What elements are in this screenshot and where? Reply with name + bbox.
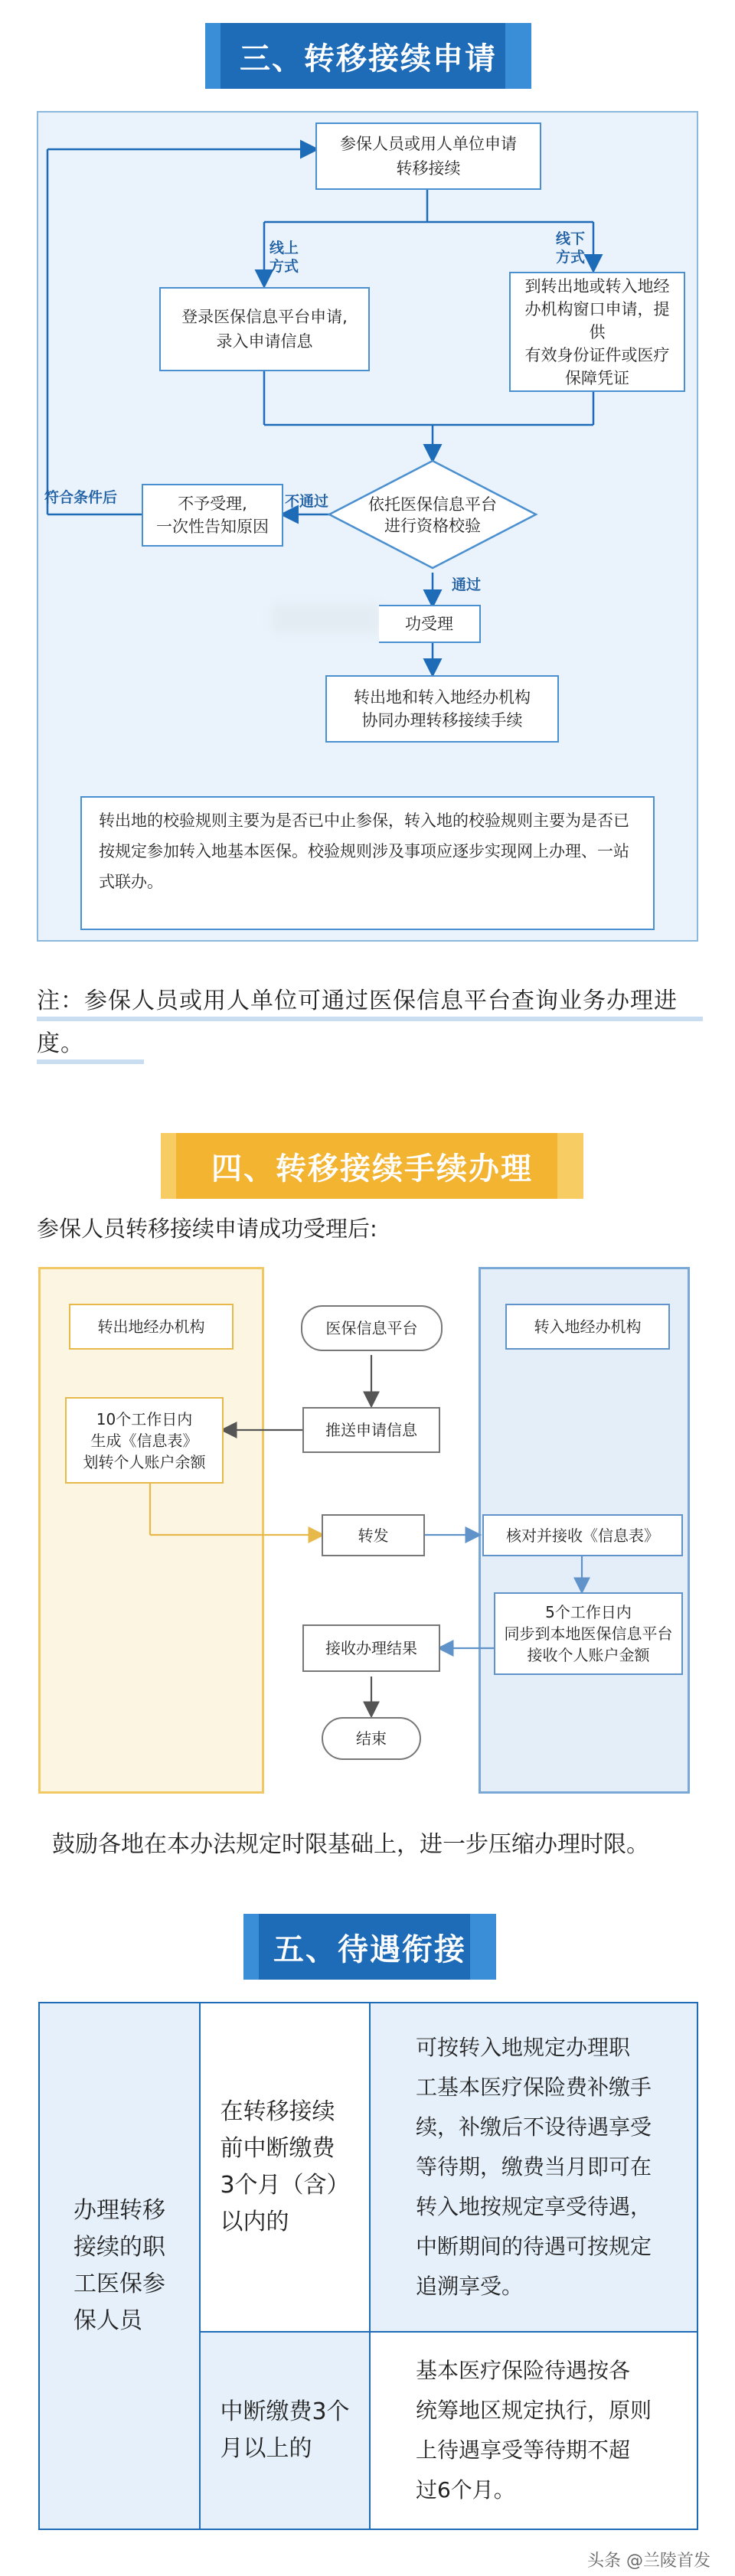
section3-title-text: 三、转移接续申请	[240, 41, 497, 77]
watermark: 头条 @兰陵首发	[587, 2552, 710, 2571]
section4-footer: 鼓励各地在本办法规定时限基础上，进一步压缩办理时限。	[52, 1831, 649, 1858]
eligibility-check-text: 依托医保信息平台 进行资格校验	[368, 495, 497, 535]
reject-box: 不予受理, 一次性告知原因	[142, 484, 283, 547]
section5-title	[259, 1914, 481, 1980]
validation-rule-note: 转出地的校验规则主要为是否已中止参保，转入地的校验规则主要为是否已按规定参加转入地基本医保。校验规则涉及事项应逐步实现网上办理、一站式联办。	[80, 796, 655, 930]
transfer-in-task-box: 5个工作日内 同步到本地医保信息平台 接收个人账户金额	[494, 1592, 683, 1675]
online-method-label: 线上 方式	[270, 240, 299, 275]
handle-transfer-box: 转出地和转入地经办机构 协同办理转移接续手续	[325, 675, 559, 743]
lane-in-header: 转入地经办机构	[505, 1304, 670, 1350]
receive-result-box: 接收办理结果	[302, 1624, 440, 1672]
online-apply-box: 登录医保信息平台申请, 录入申请信息	[159, 287, 370, 371]
reject-label: 不通过	[285, 493, 329, 510]
accepted-box: 功受理	[379, 605, 481, 643]
case2-cell: 中断缴费3个 月以上的	[201, 2333, 371, 2529]
pass-label: 通过	[452, 576, 482, 593]
retry-label: 符合条件后	[44, 489, 118, 506]
section4-title	[176, 1133, 568, 1199]
banner-tab-right	[470, 1914, 496, 1980]
progress-query-note: 注：参保人员或用人单位可通过医保信息平台查询业务办理进度。	[37, 988, 678, 1057]
transfer-out-task-box: 10个工作日内 生成《信息表》 划转个人账户余额	[65, 1397, 224, 1484]
case1-cell: 在转移接续 前中断缴费 3个月（含） 以内的	[201, 2003, 371, 2333]
verify-receive-box: 核对并接收《信息表》	[482, 1514, 683, 1556]
end-node: 结束	[322, 1717, 421, 1760]
subject-cell: 办理转移 接续的职 工医保参 保人员	[40, 2003, 201, 2529]
platform-header: 医保信息平台	[301, 1305, 443, 1351]
offline-method-label: 线下 方式	[556, 230, 586, 266]
rule2-cell: 基本医疗保险待遇按各 统筹地区规定执行，原则 上待遇享受等待期不超 过6个月。	[371, 2333, 697, 2529]
offline-apply-box: 到转出地或转入地经 办机构窗口申请，提供 有效身份证件或医疗 保障凭证	[509, 272, 685, 392]
benefit-table	[38, 2002, 698, 2530]
obscured-area	[272, 603, 379, 634]
push-request-box: 推送申请信息	[302, 1407, 440, 1453]
section4-title-text: 四、转移接续手续办理	[211, 1151, 533, 1187]
rule1-cell: 可按转入地规定办理职 工基本医疗保险费补缴手 续，补缴后不设待遇享受 等待期，缴费当月即可在 转入地按规定享受待遇， 中断期间的待遇可按规定 追溯享受。	[371, 2003, 697, 2333]
lane-out-header: 转出地经办机构	[69, 1304, 234, 1350]
apply-start-box: 参保人员或用人单位申请 转移接续	[315, 122, 541, 190]
section4-intro: 参保人员转移接续申请成功受理后:	[37, 1216, 377, 1242]
banner-tab-right	[557, 1133, 583, 1199]
section5-title-text: 五、待遇衔接	[273, 1931, 466, 1967]
forward-box: 转发	[322, 1514, 425, 1556]
